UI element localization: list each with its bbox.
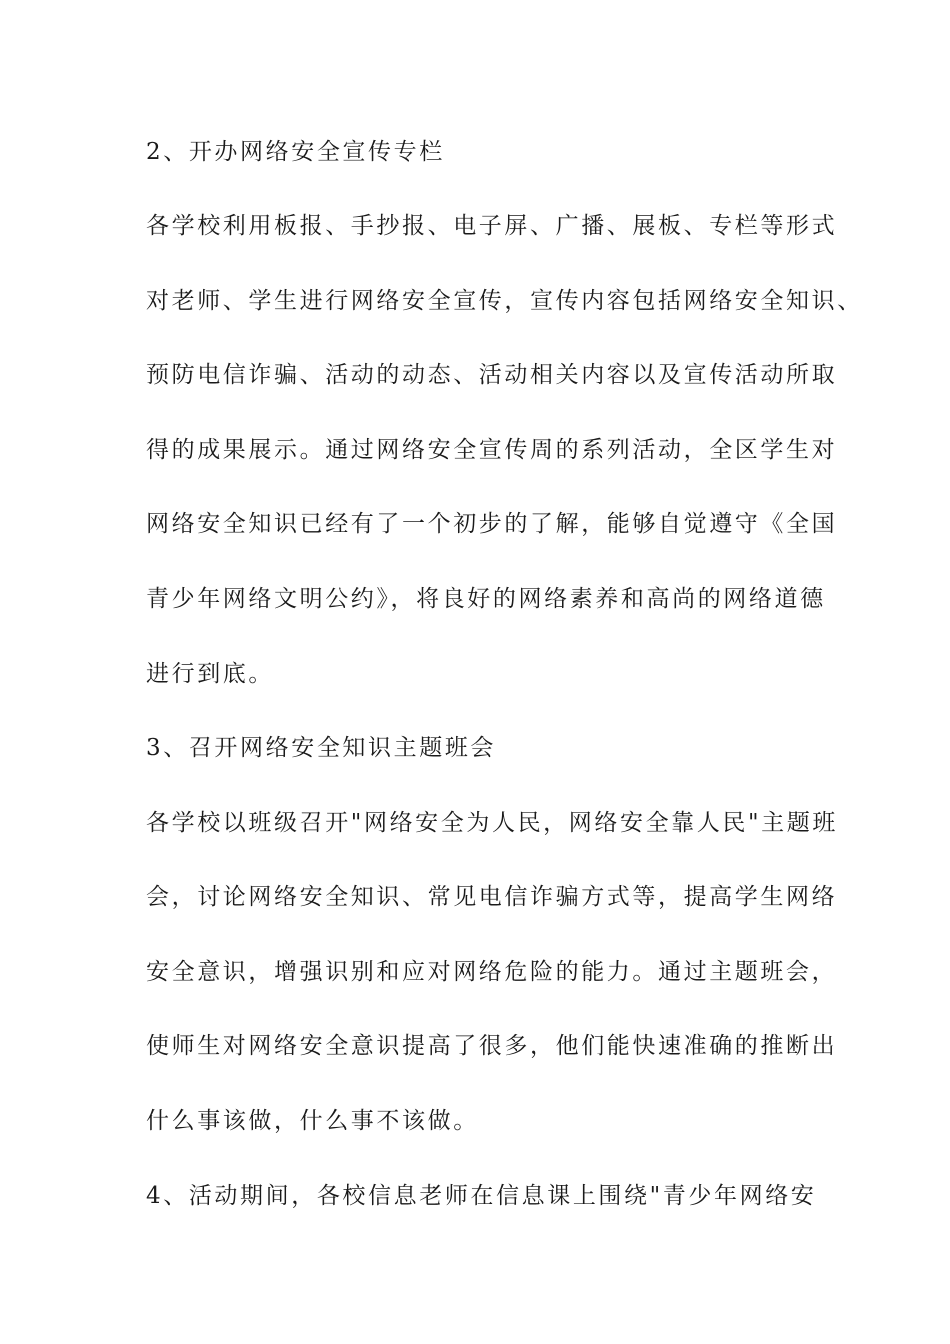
paragraph-line: 进行到底。 [146, 661, 274, 687]
paragraph-line: 使师生对网络安全意识提高了很多，他们能快速准确的推断出 [146, 1033, 838, 1059]
section-heading-4: 4、活动期间，各校信息老师在信息课上围绕"青少年网络安 [146, 1183, 817, 1209]
paragraph-line: 网络安全知识已经有了一个初步的了解，能够自觉遵守《全国 [146, 511, 838, 537]
paragraph-line: 会，讨论网络安全知识、常见电信诈骗方式等，提高学生网络 [146, 884, 838, 910]
paragraph-line: 安全意识，增强识别和应对网络危险的能力。通过主题班会， [146, 959, 838, 985]
paragraph-line: 对老师、学生进行网络安全宣传，宣传内容包括网络安全知识、 [146, 288, 863, 314]
paragraph-line: 预防电信诈骗、活动的动态、活动相关内容以及宣传活动所取 [146, 362, 838, 388]
section-heading-2: 2、开办网络安全宣传专栏 [146, 139, 445, 165]
paragraph-line: 什么事该做，什么事不该做。 [146, 1108, 479, 1134]
paragraph-line: 各学校以班级召开"网络安全为人民，网络安全靠人民"主题班 [146, 810, 838, 836]
paragraph-line: 青少年网络文明公约》，将良好的网络素养和高尚的网络道德 [146, 586, 826, 612]
paragraph-line: 各学校利用板报、手抄报、电子屏、广播、展板、专栏等形式 [146, 213, 838, 239]
paragraph-line: 得的成果展示。通过网络安全宣传周的系列活动，全区学生对 [146, 437, 838, 463]
section-heading-3: 3、召开网络安全知识主题班会 [146, 735, 497, 761]
